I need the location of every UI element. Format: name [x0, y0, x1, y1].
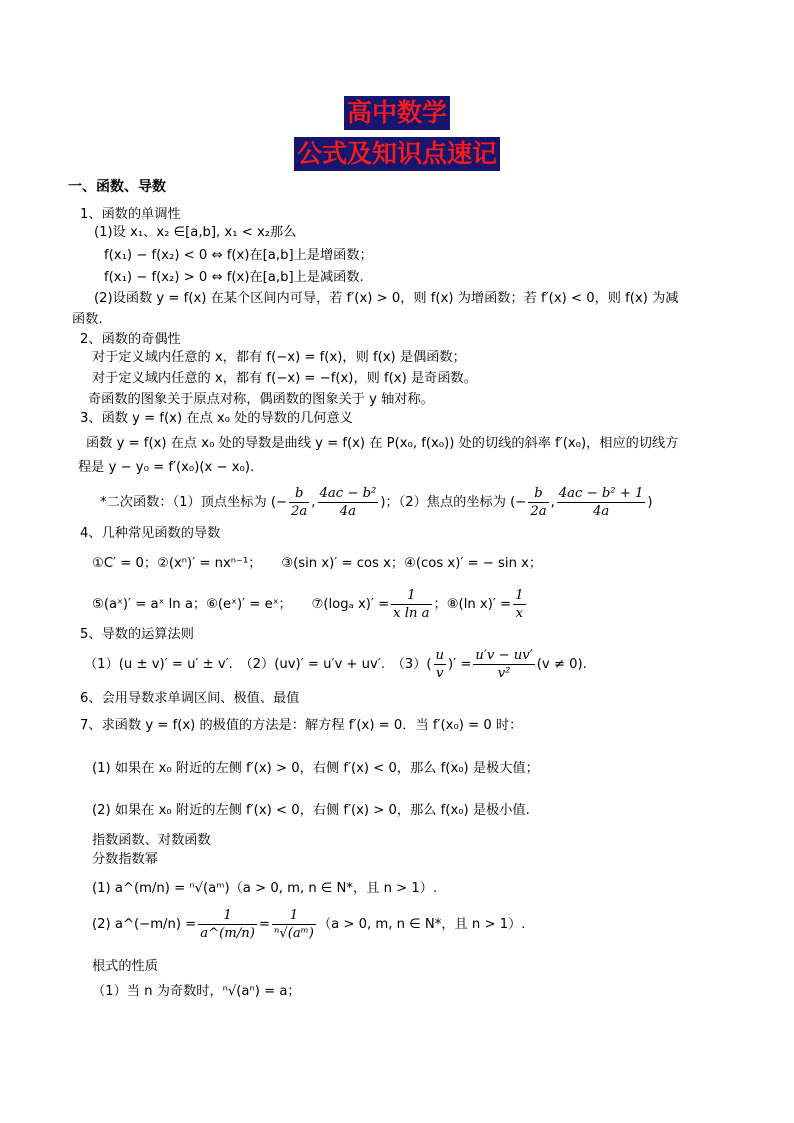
numerator: 1: [198, 907, 257, 925]
denominator: 2a: [530, 503, 547, 519]
text-fragment: （1）(u ± v)′ = u′ ± v′. （2）(uv)′ = u′v + uv′. （3）(: [84, 657, 432, 672]
denominator: ⁿ√(aᵐ): [273, 925, 314, 941]
text-fragment: )′ =: [448, 657, 472, 672]
numerator: b: [528, 485, 548, 503]
text-fragment: ⑤(aˣ)′ = aˣ ln a；⑥(eˣ)′ = eˣ； ⑦(logₐ x)′ =: [92, 597, 390, 612]
numerator: u′v − uv′: [475, 647, 533, 663]
denominator: 2a: [291, 503, 308, 519]
text-line: 程是 y − y₀ = f′(x₀)(x − x₀).: [78, 460, 255, 475]
numerator: b: [289, 485, 309, 503]
text-fragment: =: [258, 917, 270, 932]
formula-line: (1) a^(m/n) = ⁿ√(aᵐ)（a > 0, m, n ∈ N*，且 n > 1）.: [92, 881, 438, 896]
title-line-1: 高中数学: [344, 96, 450, 130]
subheading-radical-properties: 根式的性质: [92, 959, 158, 974]
text-line: (1) 如果在 x₀ 附近的左侧 f′(x) > 0，右侧 f′(x) < 0，那么 f(x₀) 是极大值；: [92, 761, 539, 776]
text-fragment: (2) a^(−m/n) =: [92, 917, 197, 932]
fraction: [391, 587, 431, 622]
subheading-exp-log: 指数函数、对数函数: [92, 833, 211, 848]
text-fragment: （a > 0, m, n ∈ N*，且 n > 1）.: [317, 917, 526, 932]
fraction: [289, 485, 309, 520]
subheading-derivative-rules: 5、导数的运算法则: [80, 627, 194, 642]
subheading-extrema-usage: 6、会用导数求单调区间、极值、最值: [80, 691, 300, 706]
denominator: v: [436, 665, 444, 681]
fraction: [557, 485, 646, 520]
subheading-monotonicity: 1、函数的单调性: [80, 207, 181, 222]
text-line: (2) 如果在 x₀ 附近的左侧 f′(x) < 0，右侧 f′(x) > 0，那么 f(x₀) 是极小值.: [92, 803, 530, 818]
denominator: x ln a: [393, 605, 430, 621]
numerator: 1: [391, 587, 431, 605]
text-fragment: ；⑧(ln x)′ =: [433, 597, 512, 612]
denominator: 4a: [592, 503, 610, 519]
text-line: (1)设 x₁、x₂ ∈[a,b], x₁ < x₂那么: [94, 225, 297, 240]
subheading-common-derivatives: 4、几种常见函数的导数: [80, 526, 221, 541]
numerator: 1: [515, 587, 524, 603]
formula-line: f(x₁) − f(x₂) < 0 ⇔ f(x)在[a,b]上是增函数；: [104, 248, 373, 263]
fraction: [473, 647, 534, 682]
text-fragment: ): [647, 495, 653, 510]
section-heading: 一、函数、导数: [68, 179, 166, 195]
fraction: [513, 587, 525, 622]
fraction: [272, 907, 316, 942]
denominator: v²: [497, 665, 511, 681]
fraction: [198, 907, 257, 942]
subheading-derivative-geometry: 3、函数 y = f(x) 在点 x₀ 处的导数的几何意义: [80, 411, 353, 426]
numerator: u: [435, 647, 445, 663]
fraction: [318, 485, 379, 520]
formula-line: [92, 906, 525, 944]
denominator: 4a: [339, 503, 357, 519]
fraction: [434, 647, 447, 682]
quadratic-formula-line: *二次函数：（1）顶点坐标为 (− $\frac{b}{2a}$ , $\frac{\text{4ac − b²}}{4a}$ )；（2）焦点的坐标为 (− $\frac{b}{2a}$ , $\frac{\text{4ac − b² + 1}}{4a}$ ): [100, 485, 653, 519]
text-line: 函数 y = f(x) 在点 x₀ 处的导数是曲线 y = f(x) 在 P(x₀, f(x₀)) 处的切线的斜率 f′(x₀)，相应的切线方: [86, 436, 679, 451]
denominator: x: [515, 605, 524, 621]
text-fragment: )；（2）焦点的坐标为 (−: [380, 495, 527, 510]
text-fragment: *二次函数：（1）顶点坐标为 (−: [100, 495, 288, 510]
text-line: 对于定义域内任意的 x，都有 f(−x) = f(x)，则 f(x) 是偶函数；: [92, 350, 466, 365]
formula-line: [84, 645, 587, 685]
formula-line: ①C′ = 0；②(xⁿ)′ = nxⁿ⁻¹； ③(sin x)′ = cos x；④(cos x)′ = − sin x；: [92, 556, 543, 571]
text-fragment: (v ≠ 0).: [536, 657, 587, 672]
formula-line: [92, 586, 528, 624]
subheading-extrema-method: 7、求函数 y = f(x) 的极值的方法是：解方程 f′(x) = 0．当 f′(x₀) = 0 时：: [80, 718, 523, 733]
formula-line: f(x₁) − f(x₂) > 0 ⇔ f(x)在[a,b]上是减函数.: [104, 270, 364, 285]
subheading-parity: 2、函数的奇偶性: [80, 332, 181, 347]
text-line: 奇函数的图象关于原点对称，偶函数的图象关于 y 轴对称。: [88, 392, 434, 407]
text-line: 对于定义域内任意的 x，都有 f(−x) = −f(x)，则 f(x) 是奇函数。: [92, 371, 477, 386]
denominator: a^(m/n): [200, 925, 255, 941]
numerator: 1: [272, 907, 316, 925]
fraction: [528, 485, 548, 520]
text-line: (2)设函数 y = f(x) 在某个区间内可导，若 f′(x) > 0，则 f(x) 为增函数；若 f′(x) < 0，则 f(x) 为减: [94, 291, 679, 306]
formula-line: （1）当 n 为奇数时，ⁿ√(aⁿ) = a；: [92, 984, 301, 999]
subheading-fractional-power: 分数指数幂: [92, 852, 158, 867]
numerator: 4ac − b²: [319, 485, 377, 501]
numerator: 4ac − b² + 1: [558, 485, 644, 501]
text-line: 函数.: [72, 312, 103, 327]
title-line-2: 公式及知识点速记: [294, 137, 500, 171]
